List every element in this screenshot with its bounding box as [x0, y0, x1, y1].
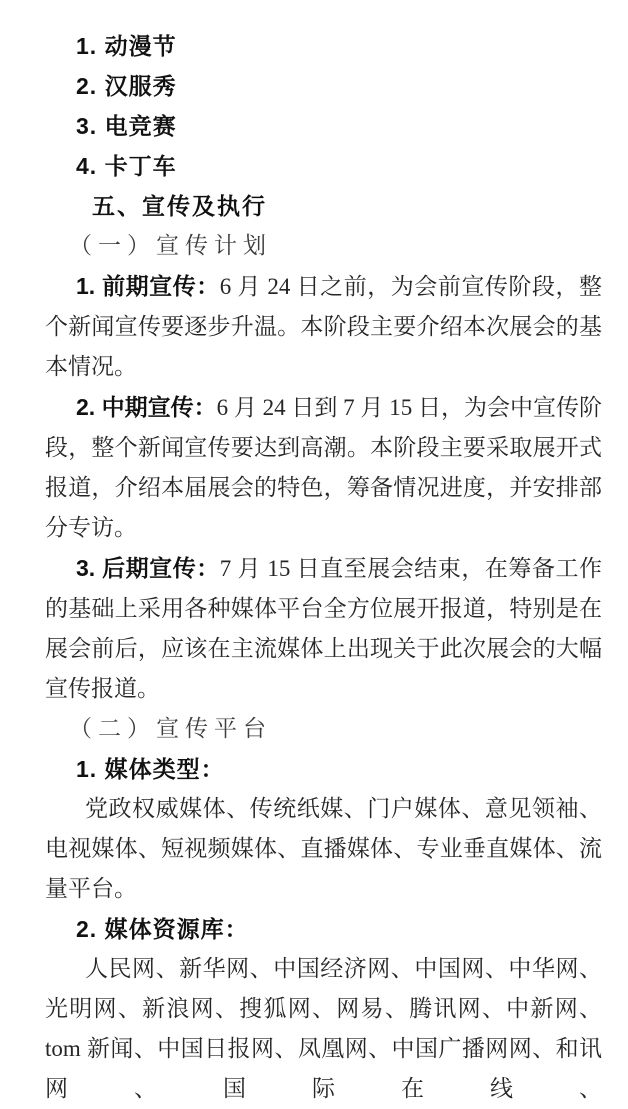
paragraph-media-types: 党政权威媒体、传统纸媒、门户媒体、意见领袖、电视媒体、短视频媒体、直播媒体、专业垂直媒体、流量平台。	[45, 796, 602, 901]
paragraph-early-promotion	[45, 266, 602, 387]
subheading-promotion-plan: （一）宣传计划	[69, 233, 272, 258]
paragraph-late-promotion	[45, 548, 602, 709]
list-item-hanfu-show: 2. 汉服秀	[76, 73, 177, 99]
paragraph-lead-late: 3. 后期宣传：	[76, 555, 220, 581]
paragraph-lead-early: 1. 前期宣传：	[76, 273, 220, 299]
paragraph-body-late: 7 月 15 日直至展会结束，在筹备工作的基础上采用各种媒体平台全方位展开报道，特别是在展会前后，应该在主流媒体上出现关于此次展会的大幅宣传报道。	[45, 556, 603, 701]
subheading-promotion-platform: （二）宣传平台	[69, 716, 272, 741]
paragraph-body-mid: 6 月 24 日到 7 月 15 日，为会中宣传阶段，整个新闻宣传要达到高潮。本阶段主要采取展开式报道，介绍本届展会的特色，筹备情况进度，并安排部分专访。	[45, 395, 603, 540]
paragraph-body-early: 6 月 24 日之前，为会前宣传阶段，整个新闻宣传要逐步升温。本阶段主要介绍本次展会的基本情况。	[45, 274, 603, 379]
list-item-esports: 3. 电竞赛	[76, 113, 177, 139]
paragraph-lead-mid: 2. 中期宣传：	[76, 394, 217, 420]
list-item-gokart: 4. 卡丁车	[76, 153, 177, 179]
heading-media-types: 1. 媒体类型：	[76, 756, 225, 782]
section-heading-promotion-execution: 五、宣传及执行	[92, 193, 267, 219]
list-item-anime-festival: 1. 动漫节	[76, 33, 177, 59]
heading-media-resources: 2. 媒体资源库：	[76, 916, 249, 942]
paragraph-mid-promotion	[45, 387, 602, 548]
paragraph-media-resources: 人民网、新华网、中国经济网、中国网、中华网、光明网、新浪网、搜狐网、网易、腾讯网、中新网、tom 新闻、中国日报网、凤凰网、中国广播网网、和讯网、国际在线、	[45, 956, 602, 1101]
